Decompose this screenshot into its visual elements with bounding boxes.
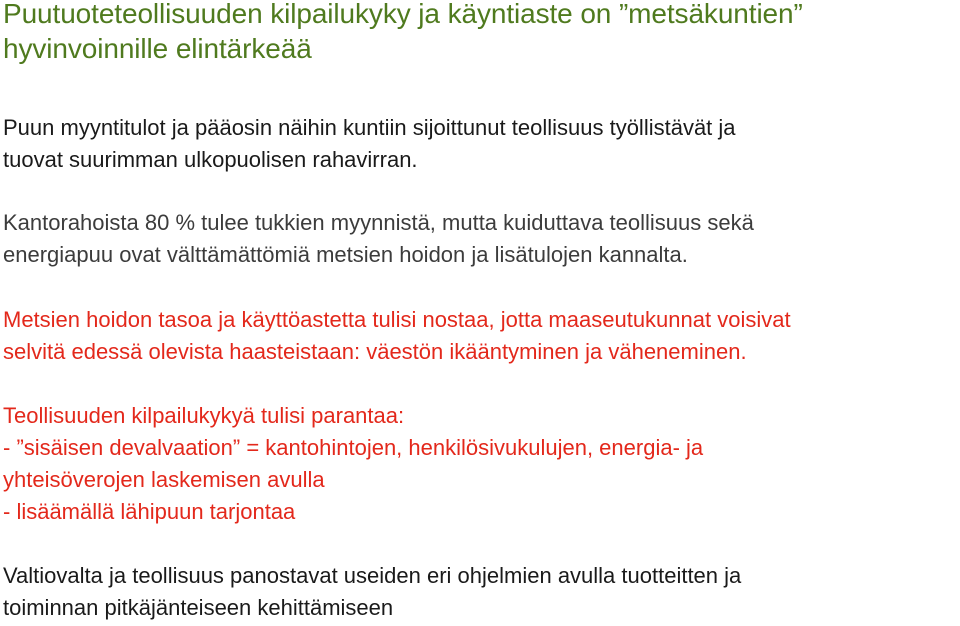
- paragraph-line: toiminnan pitkäjänteiseen kehittämiseen: [3, 595, 394, 620]
- paragraph-competitiveness: [3, 400, 958, 528]
- paragraph-line: Kantorahoista 80 % tulee tukkien myynnistä, mutta kuiduttava teollisuus sekä: [3, 210, 754, 235]
- paragraph-line: energiapuu ovat välttämättömiä metsien hoidon ja lisätulojen kannalta.: [3, 242, 688, 267]
- paragraph-revenue: [3, 112, 958, 176]
- paragraph-line: Metsien hoidon tasoa ja käyttöastetta tulisi nostaa, jotta maaseutukunnat voisivat: [3, 307, 791, 332]
- slide-title-line: hyvinvoinnille elintärkeää: [3, 33, 312, 64]
- paragraph-line: Valtiovalta ja teollisuus panostavat useiden eri ohjelmien avulla tuotteitten ja: [3, 563, 742, 588]
- paragraph-line: tuovat suurimman ulkopuolisen rahavirran.: [3, 147, 418, 172]
- paragraph-government-programs: [3, 560, 958, 624]
- paragraph-line: Puun myyntitulot ja pääosin näihin kuntiin sijoittunut teollisuus työllistävät ja: [3, 115, 736, 140]
- paragraph-stumpage: [3, 207, 958, 271]
- paragraph-line: selvitä edessä olevista haasteistaan: väestön ikääntyminen ja väheneminen.: [3, 339, 747, 364]
- paragraph-line: Teollisuuden kilpailukykyä tulisi parantaa:: [3, 403, 405, 428]
- slide-title: [3, 0, 953, 66]
- paragraph-bullet: - lisäämällä lähipuun tarjontaa: [3, 499, 296, 524]
- paragraph-bullet: - ”sisäisen devalvaation” = kantohintojen, henkilösivukulujen, energia- ja: [3, 435, 704, 460]
- paragraph-forest-management: [3, 304, 958, 368]
- slide-title-line: Puutuoteteollisuuden kilpailukyky ja käyntiaste on ”metsäkuntien”: [3, 0, 803, 29]
- paragraph-line: yhteisöverojen laskemisen avulla: [3, 467, 325, 492]
